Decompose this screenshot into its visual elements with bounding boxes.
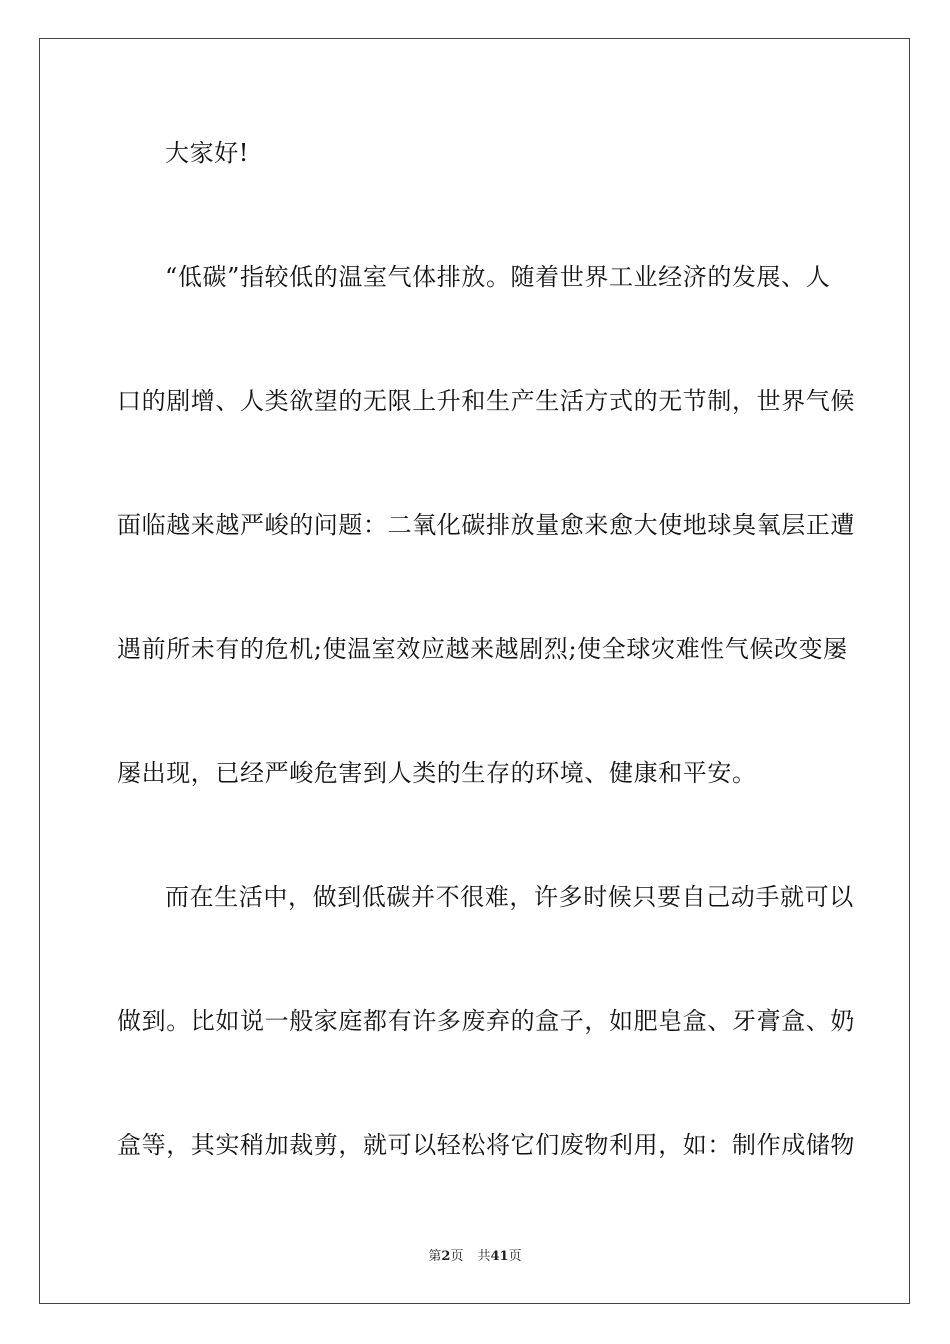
page-border <box>39 38 910 1304</box>
paragraph-1-line-1: “低碳”指较低的温室气体排放。随着世界工业经济的发展、人 <box>165 263 831 291</box>
page-prefix: 第 <box>428 1249 442 1264</box>
total-unit: 页 <box>508 1249 522 1264</box>
page-unit: 页 <box>450 1249 464 1264</box>
page-footer <box>0 1248 950 1266</box>
total-pages: 41 <box>490 1249 509 1264</box>
paragraph-2-line-1: 而在生活中，做到低碳并不很难，许多时候只要自己动手就可以 <box>165 883 854 911</box>
paragraph-1-line-3: 面临越来越严峻的问题：二氧化碳排放量愈来愈大使地球臭氧层正遭 <box>117 511 855 539</box>
paragraph-1-line-2: 口的剧增、人类欲望的无限上升和生产生活方式的无节制，世界气候 <box>117 387 855 415</box>
paragraph-2-line-3: 盒等，其实稍加裁剪，就可以轻松将它们废物利用，如：制作成储物 <box>117 1131 855 1159</box>
greeting-line: 大家好! <box>165 139 250 167</box>
page-number: 2 <box>441 1249 451 1264</box>
paragraph-1-line-4: 遇前所未有的危机;使温室效应越来越剧烈;使全球灾难性气候改变屡 <box>117 635 848 663</box>
paragraph-2-line-2: 做到。比如说一般家庭都有许多废弃的盒子，如肥皂盒、牙膏盒、奶 <box>117 1007 855 1035</box>
paragraph-1-line-5: 屡出现，已经严峻危害到人类的生存的环境、健康和平安。 <box>117 759 757 787</box>
total-prefix: 共 <box>477 1249 491 1264</box>
